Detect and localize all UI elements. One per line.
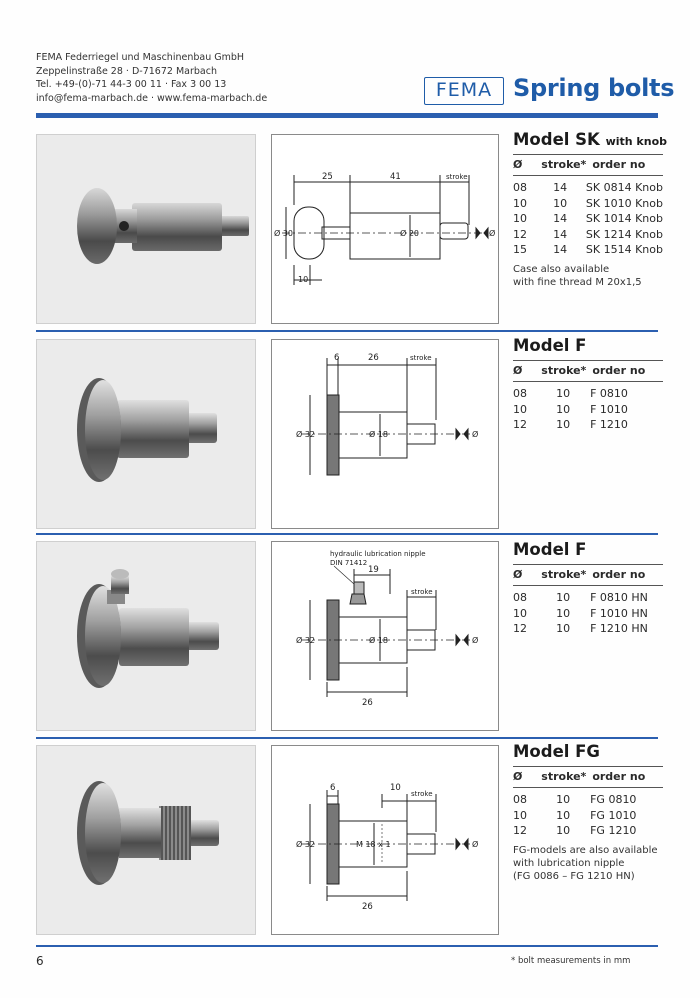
table-row (513, 196, 663, 212)
dim-label: 6 (330, 783, 336, 793)
cell: 10 (553, 196, 568, 210)
product-photo-sk (36, 134, 256, 324)
note-line: (FG 0086 – FG 1210 HN) (513, 870, 635, 882)
spec-model-fg (513, 742, 663, 883)
table-row (513, 180, 663, 196)
cell: SK 1010 Knob (585, 196, 663, 210)
cell: 12 (513, 824, 527, 838)
page-title: Spring bolts (513, 74, 675, 102)
table-row (513, 590, 663, 606)
order-table (513, 766, 663, 839)
note-line: with lubrication nipple (513, 857, 625, 869)
dia-label: Ø 20 (400, 229, 420, 238)
model-title: Model FG (513, 742, 600, 761)
cell: F 1210 HN (590, 622, 648, 636)
table-row (513, 808, 663, 824)
model-subtitle: with knob (605, 135, 668, 148)
dia-label: Ø (472, 430, 479, 439)
cell: 10 (556, 622, 571, 636)
col-dia: Ø (513, 364, 523, 377)
table-header (513, 360, 663, 382)
section-divider (36, 330, 658, 332)
col-dia: Ø (513, 568, 523, 581)
cell: FG 0810 (590, 793, 637, 806)
note-line: with fine thread M 20x1,5 (513, 276, 642, 288)
section-divider (36, 737, 658, 739)
table-row (513, 621, 663, 637)
cell: 10 (556, 793, 571, 806)
spec-model-f-hn (513, 540, 663, 637)
cell: F 1210 (590, 418, 628, 432)
footer-rule (36, 945, 658, 947)
table-row (513, 386, 663, 402)
cell: F 1010 (590, 402, 628, 416)
address-line: Tel. +49-(0)-71 44-3 00 11 · Fax 3 00 13 (36, 79, 227, 90)
model-title: Model F (513, 336, 587, 355)
cell: 12 (513, 622, 527, 636)
dim-label: 6 (334, 353, 340, 363)
dim-label: 26 (362, 698, 373, 708)
cell: FG 1010 (590, 808, 637, 822)
cell: SK 1514 Knob (585, 243, 663, 257)
stroke-label: stroke (411, 588, 433, 596)
table-row (513, 402, 663, 418)
model-note (513, 844, 663, 883)
cell: 08 (513, 591, 527, 604)
spec-model-f (513, 336, 663, 433)
note-line: FG-models are also available (513, 844, 658, 856)
page-number: 6 (36, 954, 44, 968)
address-line: FEMA Federriegel und Maschinenbau GmbH (36, 52, 245, 63)
stroke-label: stroke (411, 790, 433, 798)
table-row (513, 211, 663, 227)
table-row (513, 606, 663, 622)
cell: F 0810 HN (590, 591, 648, 604)
order-table (513, 360, 663, 433)
cell: F 1010 HN (590, 606, 648, 620)
model-heading (513, 742, 663, 761)
dia-label: Ø 32 (296, 636, 316, 645)
dia-label: Ø 18 (369, 430, 389, 439)
stroke-label: stroke (446, 173, 468, 181)
order-table (513, 154, 663, 258)
table-header (513, 766, 663, 788)
cell: SK 0814 Knob (585, 181, 663, 194)
col-stroke: stroke* (541, 158, 587, 171)
model-heading (513, 540, 663, 559)
dim-label: 41 (390, 172, 401, 182)
dim-label: 19 (368, 565, 379, 575)
cell: 08 (513, 387, 527, 400)
cell: SK 1014 Knob (585, 212, 663, 226)
model-note (513, 263, 663, 289)
col-order: order no (592, 770, 646, 783)
thread-label: M 18 x 1 (356, 840, 391, 849)
dim-label: 10 (390, 783, 401, 793)
model-title: Model SK (513, 130, 600, 149)
address-line: Zeppelinstraße 28 · D-71672 Marbach (36, 65, 217, 77)
cell: FG 1210 (590, 824, 637, 838)
table-row (513, 417, 663, 433)
table-header (513, 564, 663, 586)
cell: 10 (556, 824, 571, 838)
cell: 14 (553, 243, 568, 257)
header-rule (36, 113, 658, 118)
dia-label: Ø (472, 636, 479, 645)
technical-drawing-sk (271, 134, 499, 324)
cell: 14 (553, 227, 568, 241)
cell: 14 (553, 181, 568, 194)
dim-label: 10 (298, 275, 309, 284)
col-dia: Ø (513, 158, 523, 171)
cell: 10 (556, 808, 571, 822)
stroke-label: stroke (410, 354, 432, 362)
callout-label: hydraulic lubrication nipple (330, 550, 426, 558)
cell: 10 (556, 402, 571, 416)
table-row (513, 242, 663, 258)
cell: 10 (556, 418, 571, 432)
cell: SK 1214 Knob (585, 227, 663, 241)
col-order: order no (592, 158, 646, 171)
technical-drawing-f-hn (271, 541, 499, 731)
cell: 10 (513, 212, 527, 226)
cell: 14 (553, 212, 568, 226)
dim-label: 26 (368, 353, 379, 363)
cell: 15 (513, 243, 527, 257)
dia-label: Ø 30 (274, 229, 294, 238)
cell: 08 (513, 181, 527, 194)
col-order: order no (592, 568, 646, 581)
cell: 10 (513, 808, 527, 822)
cell: 10 (556, 606, 571, 620)
address-line: info@fema-marbach.de · www.fema-marbach.de (36, 92, 268, 104)
footnote: * bolt measurements in mm (511, 956, 631, 966)
cell: 10 (513, 196, 527, 210)
company-address (36, 51, 267, 105)
spec-model-sk (513, 130, 668, 289)
model-title: Model F (513, 540, 587, 559)
col-stroke: stroke* (541, 770, 587, 783)
dim-label: 25 (322, 172, 333, 182)
product-photo-f (36, 339, 256, 529)
order-table (513, 564, 663, 637)
model-heading (513, 130, 668, 149)
table-row (513, 823, 663, 839)
cell: 10 (513, 606, 527, 620)
dia-label: Ø (472, 840, 479, 849)
dia-label: Ø 32 (296, 840, 316, 849)
col-dia: Ø (513, 770, 523, 783)
dia-label: Ø 18 (369, 636, 389, 645)
cell: 12 (513, 418, 527, 432)
technical-drawing-fg (271, 745, 499, 935)
cell: F 0810 (590, 387, 628, 400)
model-heading (513, 336, 663, 355)
note-line: Case also available (513, 263, 610, 275)
cell: 12 (513, 227, 527, 241)
dim-label: 26 (362, 902, 373, 912)
product-photo-f-hn (36, 541, 256, 731)
technical-drawing-f (271, 339, 499, 529)
cell: 08 (513, 793, 527, 806)
callout-label: DIN 71412 (330, 559, 368, 567)
fema-logo: FEMA (424, 77, 504, 105)
table-row (513, 227, 663, 243)
table-row (513, 792, 663, 808)
table-header (513, 154, 663, 176)
section-divider (36, 533, 658, 535)
col-order: order no (592, 364, 646, 377)
col-stroke: stroke* (541, 568, 587, 581)
col-stroke: stroke* (541, 364, 587, 377)
dia-label: Ø (489, 229, 496, 238)
dia-label: Ø 32 (296, 430, 316, 439)
cell: 10 (556, 387, 571, 400)
cell: 10 (556, 591, 571, 604)
product-photo-fg (36, 745, 256, 935)
cell: 10 (513, 402, 527, 416)
